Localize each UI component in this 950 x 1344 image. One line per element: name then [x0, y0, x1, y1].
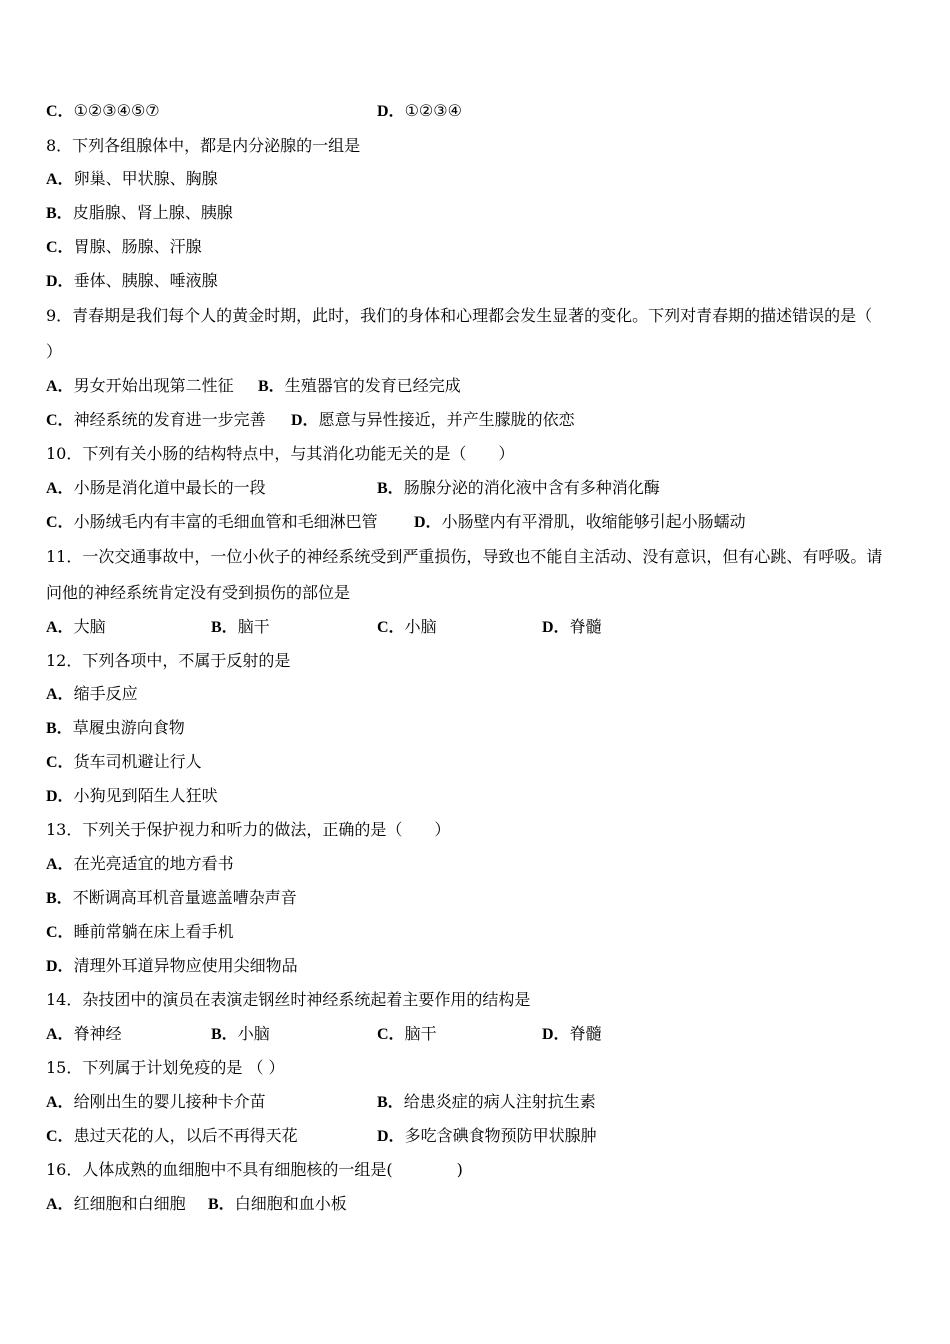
q13-stem: 13．下列关于保护视力和听力的做法，正确的是（ ） — [46, 820, 451, 839]
q12-option-a: A．缩手反应 — [46, 684, 138, 703]
q13-option-b: B．不断调高耳机音量遮盖嘈杂声音 — [46, 888, 297, 907]
q12-option-c: C．货车司机避让行人 — [46, 752, 202, 771]
q14-stem: 14．杂技团中的演员在表演走钢丝时神经系统起着主要作用的结构是 — [46, 990, 531, 1009]
q10-option-b: B．肠腺分泌的消化液中含有多种消化酶 — [377, 478, 660, 497]
q11-option-c: C．小脑 — [377, 617, 437, 636]
q14-option-b: B．小脑 — [211, 1024, 270, 1043]
q14-option-d: D．脊髓 — [542, 1024, 602, 1043]
q12-stem: 12．下列各项中，不属于反射的是 — [46, 651, 291, 670]
q13-option-c: C．睡前常躺在床上看手机 — [46, 922, 234, 941]
q15-option-b: B．给患炎症的病人注射抗生素 — [377, 1092, 596, 1111]
q15-option-c: C．患过天花的人，以后不再得天花 — [46, 1126, 298, 1145]
q15-stem: 15．下列属于计划免疫的是 （ ） — [46, 1058, 285, 1077]
q8-option-a: A．卵巢、甲状腺、胸腺 — [46, 169, 218, 188]
q12-option-d: D．小狗见到陌生人狂吠 — [46, 786, 218, 805]
q8-option-c: C．胃腺、肠腺、汗腺 — [46, 237, 202, 256]
q10-stem: 10．下列有关小肠的结构特点中，与其消化功能无关的是（ ） — [46, 444, 515, 463]
q10-option-d: D．小肠壁内有平滑肌，收缩能够引起小肠蠕动 — [414, 512, 746, 531]
q14-option-a: A．脊神经 — [46, 1024, 122, 1043]
q16-stem: 16．人体成熟的血细胞中不具有细胞核的一组是( ) — [46, 1160, 463, 1179]
q13-option-d: D．清理外耳道异物应使用尖细物品 — [46, 956, 298, 975]
q11-option-b: B．脑干 — [211, 617, 270, 636]
q11-option-d: D．脊髓 — [542, 617, 602, 636]
q16-option-b: B．白细胞和血小板 — [208, 1194, 347, 1213]
q11-option-a: A．大脑 — [46, 617, 106, 636]
q8-option-d: D．垂体、胰腺、唾液腺 — [46, 271, 218, 290]
q16-option-a: A．红细胞和白细胞 — [46, 1194, 186, 1213]
q14-option-c: C．脑干 — [377, 1024, 437, 1043]
q9-option-c: C．神经系统的发育进一步完善 — [46, 410, 266, 429]
q9-option-b: B．生殖器官的发育已经完成 — [258, 376, 461, 395]
q9-option-a: A．男女开始出现第二性征 — [46, 376, 234, 395]
q8-stem: 8．下列各组腺体中，都是内分泌腺的一组是 — [46, 136, 361, 155]
q11-stem: 11．一次交通事故中，一位小伙子的神经系统受到严重损伤，导致也不能自主活动、没有意识，但有心跳、有呼吸。请 — [46, 547, 883, 566]
q9-option-d: D．愿意与异性接近，并产生朦胧的依恋 — [291, 410, 575, 429]
q15-option-a: A．给刚出生的婴儿接种卡介苗 — [46, 1092, 266, 1111]
q7-option-c: C．①②③④⑤⑦ — [46, 101, 160, 120]
q9-stem: 9．青春期是我们每个人的黄金时期，此时，我们的身体和心理都会发生显著的变化。下列对青春期的描述错误的是（ — [46, 306, 873, 325]
q8-option-b: B．皮脂腺、肾上腺、胰腺 — [46, 203, 233, 222]
q12-option-b: B．草履虫游向食物 — [46, 718, 185, 737]
q15-option-d: D．多吃含碘食物预防甲状腺肿 — [377, 1126, 597, 1145]
q7-option-d: D．①②③④ — [377, 101, 462, 120]
q9-stem-cont: ） — [46, 342, 63, 361]
q10-option-a: A．小肠是消化道中最长的一段 — [46, 478, 266, 497]
q13-option-a: A．在光亮适宜的地方看书 — [46, 854, 234, 873]
q11-stem-cont: 问他的神经系统肯定没有受到损伤的部位是 — [46, 583, 351, 602]
q10-option-c: C．小肠绒毛内有丰富的毛细血管和毛细淋巴管 — [46, 512, 378, 531]
